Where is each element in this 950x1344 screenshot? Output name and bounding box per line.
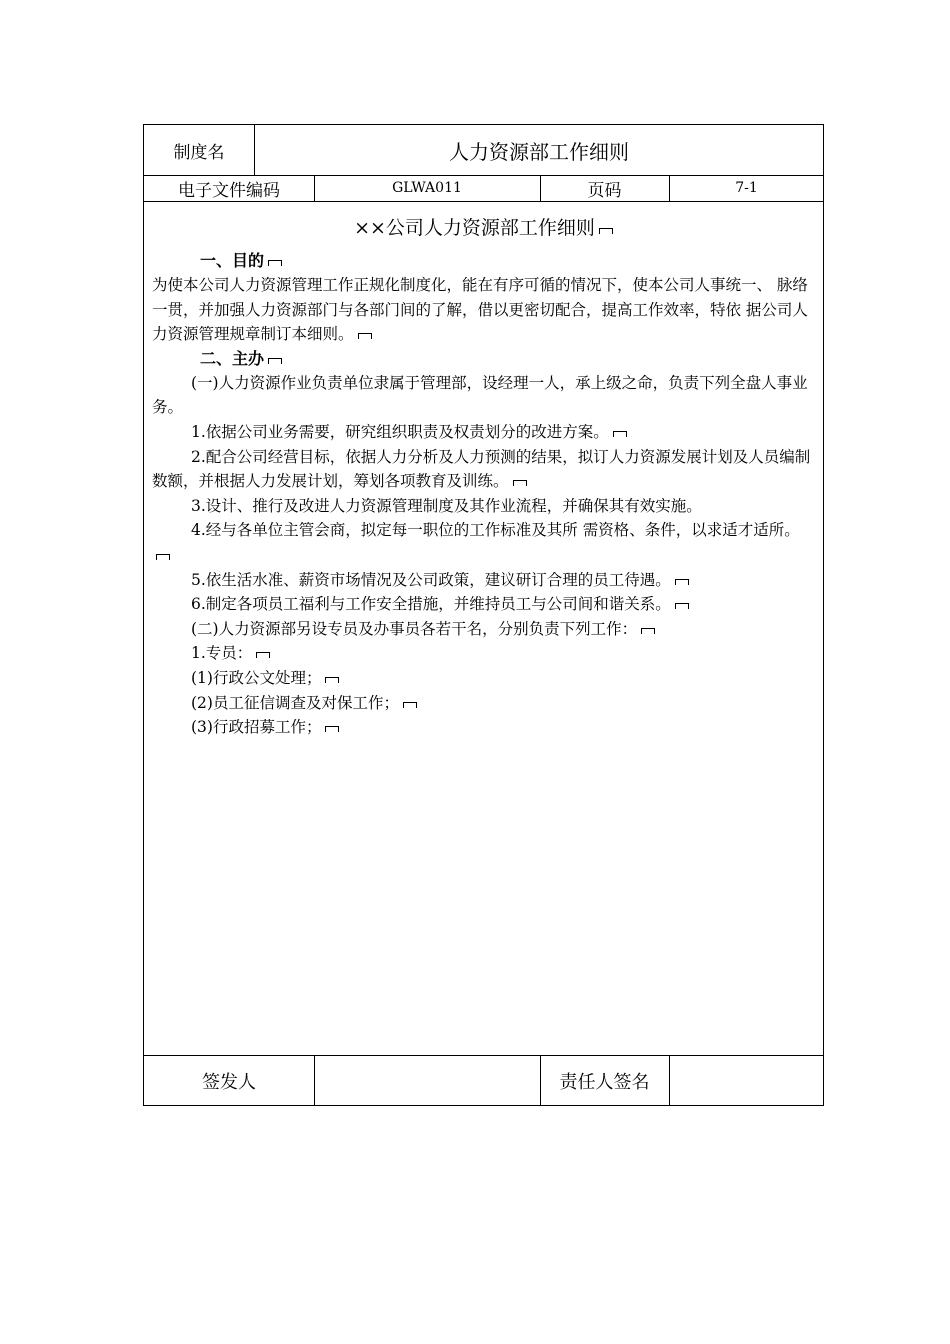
list-item: 2.配合公司经营目标，依据人力分析及人力预测的结果，拟订人力资源发展计划及人员编制 数额，并根据人力发展计划，筹划各项教育及训练。 — [152, 447, 811, 491]
file-code-label: 电子文件编码 — [178, 180, 280, 201]
purpose-paragraph: 为使本公司人力资源管理工作正规化制度化，能在有序可循的情况下，使本公司人事统一、 脉络一贯，并加强人力资源部门与各部门间的了解，借以更密切配合，提高工作效率，特依 据公司人力资源管理规章制订本细则。 — [152, 276, 808, 344]
list-item: (3)行政招募工作； — [152, 715, 815, 740]
paragraph-mark-icon — [403, 702, 417, 708]
list-item: 1.依据公司业务需要，研究组织职责及权责划分的改进方案。 — [152, 420, 815, 445]
paragraph-mark-icon — [675, 579, 689, 585]
page-label: 页码 — [587, 180, 622, 201]
part-two-paragraph: (二)人力资源部另设专员及办事员各若干名，分别负责下列工作： — [152, 617, 815, 642]
document-form — [143, 124, 824, 1106]
system-name-label: 制度名 — [173, 142, 225, 163]
issuer-signature-field[interactable] — [314, 1055, 540, 1106]
issuer-label: 签发人 — [202, 1071, 256, 1093]
paragraph-mark-icon — [325, 726, 339, 732]
section-heading-organizer: 二、主办 — [152, 347, 815, 371]
list-item: 5.依生活水准、薪资市场情况及公司政策，建议研订合理的员工待遇。 — [152, 568, 815, 593]
paragraph-mark-icon — [268, 260, 282, 266]
document-title: ××公司人力资源部工作细则 — [152, 213, 815, 243]
paragraph-mark-icon — [641, 628, 655, 634]
paragraph-mark-icon — [675, 603, 689, 609]
responsible-signature-field[interactable] — [669, 1055, 824, 1106]
part-one-paragraph: (一)人力资源作业负责单位隶属于管理部，设经理一人，承上级之命，负责下列全盘人事业 务。 — [152, 373, 808, 417]
paragraph-mark-icon — [358, 333, 372, 339]
list-item: 1.专员： — [152, 641, 815, 666]
paragraph-mark-icon — [613, 431, 627, 437]
page-value: 7-1 — [735, 180, 758, 196]
paragraph-mark-icon — [268, 358, 282, 364]
section-heading-purpose: 一、目的 — [152, 249, 815, 273]
list-item: 6.制定各项员工福利与工作安全措施，并维持员工与公司间和谐关系。 — [152, 592, 815, 617]
responsible-label: 责任人签名 — [559, 1071, 650, 1093]
paragraph-mark-icon — [325, 677, 339, 683]
paragraph-mark-icon — [256, 652, 270, 658]
row-divider — [144, 201, 823, 202]
system-name-value: 人力资源部工作细则 — [449, 139, 629, 164]
list-item: (1)行政公文处理； — [152, 666, 815, 691]
list-item: 4.经与各单位主管会商，拟定每一职位的工作标准及其所 需资格、条件，以求适才适所。 — [152, 518, 815, 567]
file-code-value: GLWA011 — [392, 180, 462, 196]
list-item: (2)员工征信调查及对保工作； — [152, 691, 815, 716]
paragraph-mark-icon — [513, 480, 527, 486]
paragraph-mark-icon — [156, 554, 170, 560]
paragraph-mark-icon — [599, 228, 613, 234]
document-body — [152, 213, 815, 740]
list-item: 3.设计、推行及改进人力资源管理制度及其作业流程，并确保其有效实施。 — [191, 496, 702, 515]
